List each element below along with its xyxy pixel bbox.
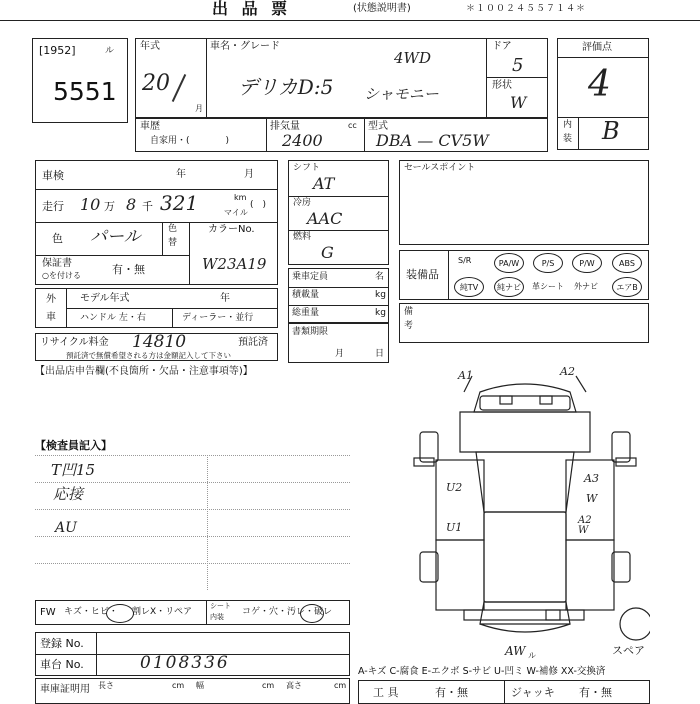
model-grade: シャモニー	[364, 85, 439, 103]
mileage-km: km	[234, 193, 247, 202]
inspector-line-3: AU	[55, 520, 77, 536]
imported-label-2: 車	[46, 312, 56, 323]
tools-label: 工 具	[373, 686, 399, 699]
recycle-deposit: 預託済	[238, 337, 268, 348]
door-label: ドア	[492, 41, 512, 52]
rating-value: 4	[588, 64, 611, 105]
garage-width: 幅	[196, 681, 204, 690]
fw-label: FW	[40, 607, 56, 618]
interior-label-1: 内	[563, 120, 573, 130]
equipment-label: 装備品	[406, 268, 439, 281]
lot-number: 5551	[53, 77, 117, 106]
sales-point-box	[399, 160, 649, 245]
shift-label: シフト	[293, 163, 321, 173]
color-change-label-2: 替	[168, 238, 178, 248]
imported-car-block	[35, 288, 278, 328]
equip-airbag: エアB	[612, 277, 642, 297]
mileage-label: 走行	[42, 200, 64, 213]
recycle-value: 14810	[132, 332, 187, 352]
barcode-number: ＊１００２４５５７１４＊	[466, 4, 587, 14]
rating-label: 評価点	[582, 42, 612, 53]
door-value: 5	[512, 55, 524, 76]
tools-options: 有・無	[435, 686, 468, 699]
damage-legend: A-キズ C-腐食 E-エクボ S-サビ U-凹ミ W-補修 XX-交換済	[358, 666, 606, 677]
capacity-label: 乗車定員	[292, 272, 329, 282]
fw-text-1: キズ・ヒビ・	[64, 607, 118, 617]
car-damage-diagram	[400, 362, 650, 662]
doc-expiry-block	[288, 323, 389, 363]
doc-expiry-day: 日	[375, 349, 385, 359]
shift-aircon-fuel	[288, 160, 389, 265]
history-value: 自家用・( )	[150, 136, 230, 146]
mark-w-right: W	[586, 492, 598, 505]
fuel-value: G	[321, 243, 334, 262]
imported-dealer: ディーラー・並行	[182, 313, 254, 323]
sales-point-label: セールスポイント	[404, 163, 476, 173]
type-value: DBA — CV5W	[376, 131, 489, 150]
interior-value: B	[602, 117, 620, 145]
year-month-unit: 月	[195, 104, 203, 113]
shift-value: AT	[313, 174, 335, 193]
fuel-label: 燃料	[293, 232, 312, 242]
capacity-unit: 名	[375, 272, 385, 282]
warranty-options: 有・無	[112, 263, 145, 276]
load-label: 積載量	[292, 290, 320, 300]
garage-height: 高さ	[286, 681, 302, 690]
warranty-label: 保証書	[42, 258, 72, 269]
history-label: 車歴	[140, 121, 160, 132]
seat-circled-mark	[300, 604, 324, 623]
displacement-label: 排気量	[270, 121, 300, 132]
model-name: デリカD:5	[238, 75, 334, 99]
chassis-value: 0108336	[140, 653, 230, 673]
doc-expiry-month: 月	[335, 349, 345, 359]
aircon-value: AAC	[307, 209, 343, 228]
equip-paw: PA/W	[494, 253, 524, 273]
tools-jack-row	[358, 680, 650, 704]
chassis-label: 車台 No.	[40, 658, 84, 671]
equip-leather: 革シート	[532, 282, 564, 291]
lot-suffix: ル	[105, 46, 115, 56]
color-value: パール	[90, 227, 141, 247]
equip-ext-navi: 外ナビ	[574, 282, 598, 291]
lot-code: [1952]	[39, 44, 76, 57]
color-label: 色	[52, 232, 63, 245]
equip-abs: ABS	[612, 253, 642, 273]
gross-label: 総重量	[292, 308, 320, 318]
mark-rear-suffix: ル	[528, 651, 536, 660]
displacement-unit: cc	[348, 121, 357, 130]
imported-label-1: 外	[46, 294, 56, 305]
recycle-label: リサイクル料金	[40, 337, 109, 348]
fw-text-2: 割レX・リペア	[132, 607, 192, 617]
seat-label-2: 内装	[210, 613, 224, 621]
mark-u2-left: U2	[446, 481, 463, 494]
imported-year: 年	[220, 293, 230, 304]
garage-width-cm: cm	[262, 681, 275, 690]
shape-label: 形状	[492, 80, 512, 91]
color-no-label: カラーNo.	[208, 224, 255, 235]
equip-navi: 純ナビ	[494, 277, 524, 297]
color-no-value: W23A19	[202, 255, 267, 273]
warranty-note: ○を付ける	[42, 271, 81, 280]
fw-circled-mark	[106, 604, 134, 623]
inspector-line-1: T凹15	[51, 461, 96, 479]
page-subtitle: (状態説明書)	[353, 3, 411, 14]
model-drive: 4WD	[394, 49, 431, 67]
inspector-area	[35, 455, 350, 595]
remarks-label-2: 考	[404, 321, 414, 331]
imported-model-year: モデル年式	[80, 293, 130, 304]
year-model-block	[135, 38, 548, 118]
rating-box	[557, 38, 649, 150]
jack-label: ジャッキ	[511, 686, 555, 699]
recycle-note: 預託済で無償希望される方は金額記入して下さい	[66, 351, 231, 360]
registration-block	[35, 632, 350, 676]
mark-a2w-right: A2 W	[578, 515, 592, 536]
exhibitor-note-label: 【出品店申告欄(不良箇所・欠品・注意事項等)】	[35, 366, 253, 377]
mileage-mile: マイル	[224, 208, 248, 217]
aircon-label: 冷房	[293, 198, 312, 208]
year-label: 年式	[140, 41, 160, 52]
mark-a2-right: A2	[560, 365, 575, 378]
mileage-sen: 8	[126, 195, 137, 214]
page-title: 出 品 票	[212, 0, 292, 18]
vehicle-info-grid	[35, 160, 278, 285]
mark-a3-right: A3	[584, 472, 599, 485]
color-change-label-1: 色	[168, 224, 178, 234]
equip-ps: P/S	[533, 253, 563, 273]
interior-label-2: 装	[563, 134, 573, 144]
year-value: 20	[142, 71, 170, 96]
equip-tv: 純TV	[454, 277, 484, 297]
remarks-label-1: 備	[404, 307, 414, 317]
garage-cert-label: 車庫証明用	[40, 684, 90, 695]
load-unit: kg	[375, 290, 386, 300]
mileage-rest: 321	[160, 191, 199, 215]
mark-rear: AW	[505, 644, 526, 658]
inspection-label: 車検	[42, 169, 64, 182]
inspection-year: 年	[176, 169, 186, 180]
history-row	[135, 118, 548, 152]
jack-options: 有・無	[579, 686, 612, 699]
mileage-man-unit: 万	[104, 200, 115, 213]
garage-length-cm: cm	[172, 681, 185, 690]
mileage-man: 10	[80, 195, 101, 214]
imported-handle: ハンドル 左・右	[80, 313, 146, 323]
lot-box	[32, 38, 128, 123]
garage-length: 長さ	[98, 681, 114, 690]
shape-value: W	[510, 93, 527, 112]
mileage-paren: ( )	[250, 200, 267, 210]
mark-u1-left: U1	[446, 521, 463, 534]
equipment-box	[399, 250, 649, 300]
remarks-box	[399, 303, 649, 343]
garage-cert-block	[35, 678, 350, 704]
recycle-block	[35, 333, 278, 361]
type-label: 型式	[368, 121, 388, 132]
capacity-block	[288, 268, 389, 323]
garage-height-cm: cm	[334, 681, 347, 690]
inspector-line-2: 応接	[53, 485, 84, 503]
inspection-month: 月	[244, 169, 254, 180]
registration-label: 登録 No.	[40, 637, 84, 650]
gross-unit: kg	[375, 308, 386, 318]
mark-a1-left: A1	[458, 369, 473, 382]
spare-label: スペア	[612, 644, 645, 657]
equip-pw: P/W	[572, 253, 602, 273]
mileage-sen-unit: 千	[142, 200, 153, 213]
displacement-value: 2400	[282, 131, 323, 150]
fw-seat-row	[35, 600, 350, 625]
inspector-label: 【検査員記入】	[35, 439, 112, 452]
doc-expiry-label: 書類期限	[292, 327, 329, 337]
seat-label-1: シート	[210, 602, 231, 610]
model-label: 車名・グレード	[210, 41, 280, 52]
seat-text: コゲ・穴・汚レ・破レ	[242, 607, 333, 617]
equip-sr: S/R	[458, 256, 472, 265]
